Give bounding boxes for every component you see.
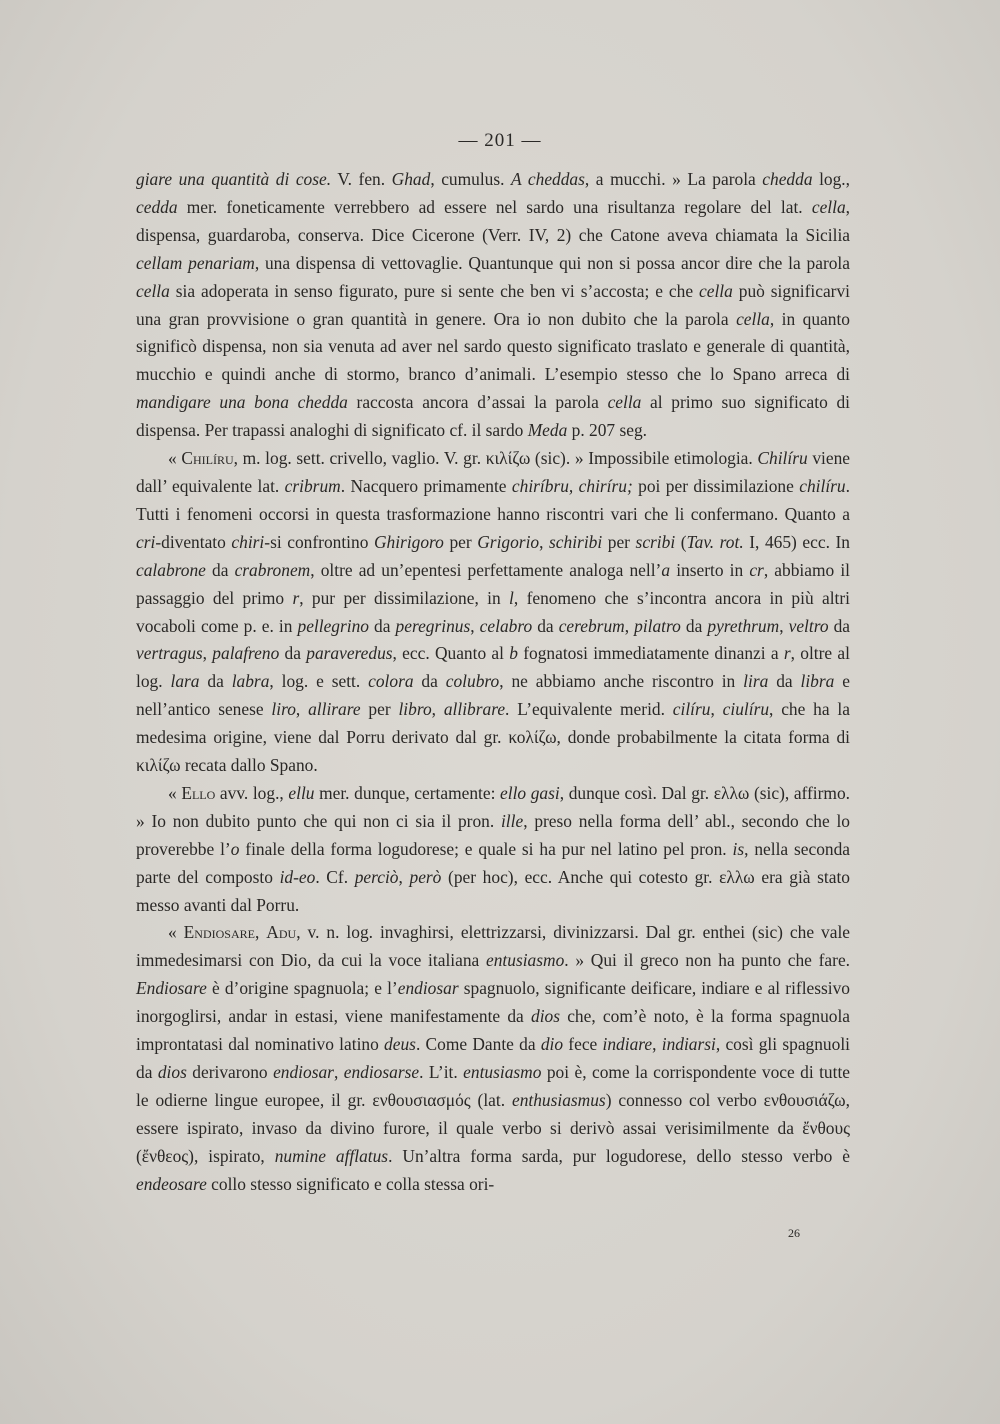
headword: Ello: [181, 782, 216, 803]
text-run: da: [368, 615, 396, 636]
text-run: , nella seconda parte del composto: [136, 838, 850, 887]
text-run: «: [168, 922, 184, 943]
paragraph: [136, 445, 850, 780]
body-text: [136, 166, 850, 1199]
text-run: per: [360, 699, 399, 720]
italic-text: allibrare: [443, 699, 506, 720]
italic-text: paraveredus: [306, 643, 393, 664]
text-run: da: [828, 615, 851, 636]
italic-text: perciò: [354, 866, 399, 887]
italic-text: deus: [384, 1034, 416, 1055]
italic-text: lara: [170, 671, 200, 692]
text-run: . » Qui il greco non ha punto che fare.: [564, 950, 851, 971]
text-run: -diventato: [155, 531, 232, 552]
italic-text: ello gasi: [500, 782, 560, 803]
text-run: , cumulus.: [430, 169, 512, 189]
italic-text: ellu: [288, 782, 315, 803]
italic-text: o: [230, 838, 240, 859]
italic-text: indiarsi: [661, 1034, 716, 1055]
page-number: — 201 —: [458, 130, 542, 151]
text-run: , così gli spagnuoli da: [136, 1034, 850, 1082]
text-run: I, 465) ecc. In: [743, 531, 850, 552]
text-run: «: [168, 782, 182, 803]
text-run: da: [680, 615, 708, 636]
text-run: collo stesso significato e colla stessa ori-: [206, 1173, 495, 1194]
italic-text: però: [409, 866, 442, 887]
text-run: da: [199, 671, 232, 692]
italic-text: labra: [231, 671, 270, 692]
text-run: ,: [710, 699, 723, 720]
text-run: ,: [254, 922, 267, 943]
text-run: ,: [779, 615, 789, 636]
italic-text: chiríbru, chiríru;: [511, 475, 633, 496]
italic-text: pilatro: [634, 615, 681, 636]
italic-text: mandigare una bona chedda: [136, 392, 348, 413]
text-run: per: [602, 531, 636, 552]
text-run: , oltre al log.: [136, 643, 850, 692]
text-run: poi per dissimilazione: [632, 475, 800, 496]
italic-text: Meda: [527, 420, 568, 441]
italic-text: pyrethrum: [707, 615, 780, 636]
signature-mark: 26: [788, 1226, 800, 1240]
italic-text: A cheddas: [511, 169, 585, 189]
italic-text: colubro: [445, 671, 500, 692]
text-run: è d’origine spagnuola; e l’: [206, 978, 398, 999]
italic-text: endeosare: [136, 1173, 207, 1194]
text-run: ,: [470, 615, 480, 636]
italic-text: cerebrum: [558, 615, 625, 636]
text-run: che, com’è noto, è la forma spagnuola improntatasi dal nominativo latino: [136, 1006, 851, 1055]
italic-text: endiosar: [397, 978, 459, 999]
text-run: , fenomeno che s’incontra ancora in più altri vocaboli come p. e. in: [136, 587, 850, 636]
italic-text: crabronem: [234, 559, 311, 580]
text-run: , che ha la medesima origine, viene dal Porru derivato dal gr. κολίζω, donde probabilmente la citata forma di κιλίζω recata dallo Spano.: [136, 699, 850, 776]
text-run: (: [675, 531, 687, 552]
italic-text: cedda: [136, 196, 178, 217]
italic-text: chiri: [231, 531, 265, 552]
text-run: ,: [295, 699, 309, 720]
paragraph: [136, 780, 850, 920]
text-run: log.,: [812, 169, 850, 189]
italic-text: l: [509, 587, 514, 608]
italic-text: Grigorio: [477, 531, 540, 552]
italic-text: colora: [368, 671, 414, 692]
text-run: da: [279, 643, 307, 664]
text-run: da: [413, 671, 446, 692]
text-run: per: [443, 531, 478, 552]
text-run: ,: [398, 866, 410, 887]
text-run: viene dall’ equivalente lat.: [136, 448, 850, 496]
italic-text: ciulíru: [722, 699, 770, 720]
italic-text: cella: [811, 196, 846, 217]
text-run: , dispensa, guardaroba, conserva. Dice Cicerone (Verr. IV, 2) che Catone aveva chiamata la Sicilia: [136, 196, 850, 245]
italic-text: a: [661, 559, 671, 580]
italic-text: liro: [271, 699, 296, 720]
italic-text: entusiasmo: [486, 950, 565, 971]
italic-text: vertragus: [136, 643, 203, 664]
paragraph: [136, 166, 850, 445]
italic-text: cellam penariam: [136, 252, 255, 273]
text-run: , pur per dissimilazione, in: [299, 587, 510, 608]
text-run: sia adoperata in senso figurato, pure si sente che ben vi s’accosta; e che: [169, 280, 699, 301]
text-run: . Nacquero primamente: [340, 475, 512, 496]
italic-text: veltro: [788, 615, 829, 636]
italic-text: giare una quantità di cose.: [136, 169, 332, 189]
text-run: . Un’altra forma sarda, pur logudorese, dello stesso verbo è: [388, 1145, 850, 1166]
text-run: ,: [431, 699, 444, 720]
text-run: . Cf.: [315, 866, 355, 887]
italic-text: Chilíru: [757, 448, 808, 469]
text-run: ,: [333, 1062, 344, 1082]
italic-text: cella: [736, 308, 770, 329]
text-run: , preso nella forma dell’ abl., secondo che lo proverebbe l’: [136, 810, 850, 859]
italic-text: cri: [136, 531, 156, 552]
text-run: mer. foneticamente verrebbero ad essere nel sardo una risultanza regolare del lat.: [177, 196, 812, 217]
text-run: ,: [624, 615, 635, 636]
italic-text: dios: [531, 1006, 560, 1027]
headword: Endiosare: [183, 922, 255, 943]
italic-text: schiribi: [549, 531, 603, 552]
italic-text: chedda: [762, 169, 813, 189]
text-run: fognatosi immediatamente dinanzi a: [517, 643, 784, 664]
italic-text: r: [783, 643, 791, 664]
text-run: , abbiamo il passaggio del primo: [136, 559, 850, 608]
italic-text: libro: [398, 699, 432, 720]
italic-text: cella: [607, 392, 642, 413]
text-run: da: [768, 671, 801, 692]
text-run: , log. e sett.: [269, 671, 369, 692]
italic-text: r: [292, 587, 300, 608]
text-run: derivarono: [186, 1062, 274, 1082]
text-run: inserto in: [670, 559, 750, 580]
text-run: al primo suo significato di dispensa. Per trapassi analoghi di significato cf. il sardo: [136, 392, 850, 441]
text-run: , m. log. sett. crivello, vaglio. V. gr. κιλίζω (sic). » Impossibile etimologia.: [233, 448, 758, 469]
text-run: , in quanto significò dispensa, non sia venuta ad aver nel sardo questo significato traslato e generale di quantità, mucchio e quindi anche di stormo, branco d’animali. L’esempio stesso che lo Spano arreca di: [136, 308, 850, 385]
text-run: , dunque così. Dal gr. ελλω (sic), affirmo. » Io non dubito punto che qui non ci sia il pron.: [136, 782, 851, 831]
text-run: . L’equivalente merid.: [505, 699, 673, 720]
paragraph: [136, 919, 850, 1198]
italic-text: indiare: [602, 1034, 653, 1055]
italic-text: cella: [699, 280, 733, 301]
italic-text: numine afflatus: [274, 1145, 389, 1166]
text-run: -si confrontino: [264, 531, 374, 552]
italic-text: chilíru: [799, 475, 846, 496]
text-run: , oltre ad un’epentesi perfettamente analoga nell’: [310, 559, 662, 580]
headword: Chilíru: [181, 448, 234, 469]
italic-text: allirare: [308, 699, 361, 720]
text-run: poi è, come la corrispondente voce di tutte le odierne lingue europee, il gr. ενθουσιασμός (lat.: [136, 1062, 851, 1110]
text-run: può significarvi una gran provvisione o gran quantità in genere. Ora io non dubito che la parola: [136, 280, 850, 329]
text-run: . Come Dante da: [415, 1034, 541, 1055]
text-run: , ne abbiamo anche riscontro in: [499, 671, 744, 692]
text-run: raccosta ancora d’assai la parola: [347, 392, 608, 413]
italic-text: endiosar: [273, 1062, 334, 1082]
italic-text: Ghad: [391, 169, 431, 189]
text-run: , a mucchi. » La parola: [584, 169, 763, 189]
italic-text: Tav. rot.: [686, 531, 744, 552]
text-run: , v. n. log. invaghirsi, elettrizzarsi, divinizzarsi. Dal gr. enthei (sic) che vale immedesimarsi con Dio, da cui la voce italiana: [136, 922, 850, 971]
text-run: da: [205, 559, 235, 580]
text-run: ,: [539, 531, 550, 552]
italic-text: cribrum: [284, 475, 341, 496]
text-run: ) connesso col verbo ενθουσιάζω, essere ispirato, invaso da divino furore, il quale verbo si derivò assai verisimilmente da ἔνθους (ἔνθεος), ispirato,: [136, 1089, 850, 1166]
italic-text: id-eo: [279, 866, 316, 887]
text-run: ,: [652, 1034, 662, 1055]
text-run: , una dispensa di vettovaglie. Quantunque qui non si possa ancor dire che la parola: [254, 252, 850, 273]
italic-text: enthusiasmus: [511, 1089, 606, 1110]
italic-text: scribi: [635, 531, 676, 552]
italic-text: entusiasmo: [463, 1062, 542, 1082]
text-run: mer. dunque, certamente:: [314, 782, 501, 803]
text-run: V. fen.: [331, 169, 392, 189]
text-run: «: [168, 448, 182, 469]
italic-text: ille: [500, 810, 524, 831]
italic-text: peregrinus: [395, 615, 471, 636]
headword: Adu: [266, 922, 297, 943]
text-run: . L’it.: [419, 1062, 464, 1082]
text-run: finale della forma logudorese; e quale si ha pur nel latino pel pron.: [239, 838, 733, 859]
text-run: e nell’antico senese: [136, 671, 850, 720]
italic-text: cella: [136, 280, 170, 301]
italic-text: lira: [743, 671, 769, 692]
italic-text: dios: [157, 1062, 187, 1082]
text-run: avv. log.,: [215, 782, 289, 803]
italic-text: cr: [749, 559, 764, 580]
italic-text: calabrone: [136, 559, 206, 580]
italic-text: celabro: [479, 615, 533, 636]
text-run: spagnuolo, significante deificare, indiare e al riflessivo inorgoglirsi, andar in estasi, viene manifestamente da: [136, 978, 851, 1027]
italic-text: Ghirigoro: [373, 531, 444, 552]
italic-text: libra: [800, 671, 835, 692]
text-run: p. 207 seg.: [567, 420, 647, 441]
italic-text: b: [509, 643, 518, 664]
italic-text: dio: [540, 1034, 564, 1055]
italic-text: is: [732, 838, 745, 859]
text-run: (per hoc), ecc. Anche qui cotesto gr. ελλω era già stato messo avanti dal Porru.: [136, 866, 850, 915]
italic-text: endiosarse: [343, 1062, 420, 1082]
italic-text: palafreno: [212, 643, 280, 664]
italic-text: cilíru: [672, 699, 711, 720]
text-run: fece: [563, 1034, 603, 1055]
text-run: da: [532, 615, 559, 636]
text-run: , ecc. Quanto al: [392, 643, 510, 664]
text-run: . Tutti i fenomeni occorsi in questa trasformazione hanno riscontri vari che li confermano. Quanto a: [136, 475, 850, 524]
italic-text: Endiosare: [136, 978, 207, 999]
italic-text: pellegrino: [297, 615, 369, 636]
text-run: ,: [202, 643, 213, 664]
